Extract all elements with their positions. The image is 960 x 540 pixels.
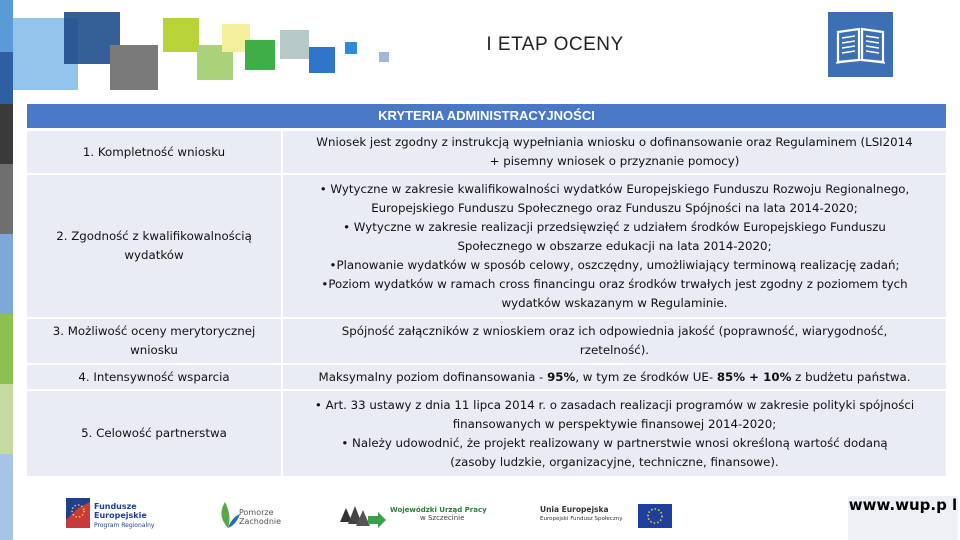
- description-line: + pisemny wniosek o przyznanie pomocy): [489, 154, 740, 168]
- logo-text: Zachodnie: [239, 517, 282, 526]
- fundusze-europejskie-logo: [66, 494, 166, 534]
- logo-text: w Szczecinie: [420, 514, 465, 522]
- slide-title: I ETAP OCENY: [486, 34, 624, 55]
- criterion-cell: [27, 175, 281, 317]
- open-book-icon: [828, 12, 893, 77]
- website-box: [848, 496, 958, 540]
- logo-text: Pomorze: [239, 508, 274, 517]
- website-link[interactable]: [848, 496, 958, 540]
- decor-square: [245, 40, 275, 70]
- criterion-cell: [27, 319, 281, 363]
- description-cell: [283, 391, 946, 476]
- description-line: • Wytyczne w zakresie realizacji przedsięwzięć z udziałem środków Europejskiego Funduszu: [343, 219, 886, 234]
- description-text: , w tym ze środków UE-: [575, 369, 717, 384]
- criterion-label: 4. Intensywność wsparcia: [78, 369, 230, 384]
- decor-strip-3: [0, 104, 13, 164]
- description-line: finansowanych w perspektywie finansowej 2014-2020;: [452, 416, 777, 431]
- description-cell: [283, 365, 946, 389]
- pomorze-zachodnie-logo: [215, 500, 285, 532]
- decor-square: [163, 18, 199, 52]
- criterion-label: 3. Możliwość oceny merytorycznej wniosku: [52, 324, 256, 357]
- description-cell: [283, 319, 946, 363]
- description-line: rzetelność).: [579, 343, 650, 357]
- description-line: Społecznego w obszarze edukacji na lata 2014-2020;: [457, 238, 772, 253]
- website-text: www.wup.p l: [848, 496, 958, 514]
- decor-square: [379, 52, 389, 62]
- decor-square: [280, 30, 309, 59]
- description-line: • Art. 33 ustawy z dnia 11 lipca 2014 r. o zasadach realizacji programów w zakresie polityki spójności: [314, 397, 915, 412]
- description-line: Spójność załączników z wnioskiem oraz ich odpowiednia jakość (poprawność, wiarygodność,: [341, 324, 888, 338]
- logo-text: Wojewódzki Urząd Pracy: [390, 506, 487, 514]
- decor-strip-8: [0, 454, 13, 540]
- decor-strip-1: [0, 0, 13, 52]
- eu-funding-rate: 85% + 10%: [716, 369, 792, 384]
- description-line: Wniosek jest zgodny z instrukcją wypełniania wniosku o dofinansowanie oraz Regulaminem (LSI2014: [316, 135, 913, 149]
- criterion-cell: [27, 365, 281, 389]
- funding-rate: 95%: [547, 369, 576, 384]
- decor-square: [110, 45, 158, 90]
- logo-text: Europejski Fundusz Społeczny: [540, 516, 623, 522]
- criterion-cell: [27, 131, 281, 173]
- description-line: wydatków wskazanym w Regulaminie.: [501, 295, 728, 310]
- description-line: •Poziom wydatków w ramach cross financingu oraz środków trwałych jest zgodny z poziomem tych: [321, 276, 908, 291]
- eu-flag-icon: [638, 504, 672, 528]
- criterion-label: 2. Zgodność z kwalifikowalnością wydatków: [56, 229, 252, 262]
- wup-szczecin-logo: [338, 500, 488, 532]
- description-line: • Należy udowodnić, że projekt realizowany w partnerstwie wnosi określoną wartość dodaną: [341, 435, 888, 450]
- logo-text: Fundusze: [94, 502, 137, 511]
- decor-strip-5: [0, 234, 13, 314]
- decor-strip-6: [0, 314, 13, 384]
- logo-text: Program Regionalny: [94, 522, 155, 529]
- description-text: Maksymalny poziom dofinansowania -: [318, 369, 548, 384]
- criterion-label: 1. Kompletność wniosku: [82, 144, 226, 159]
- description-cell: [283, 175, 946, 317]
- description-line: • Wytyczne w zakresie kwalifikowalności wydatków Europejskiego Funduszu Rozwoju Regionalnego,: [319, 181, 910, 196]
- logo-text: Europejskie: [94, 511, 147, 520]
- description-line: [319, 368, 911, 387]
- decor-strip-2: [0, 52, 13, 104]
- decor-strip-7: [0, 384, 13, 454]
- description-cell: [283, 131, 946, 173]
- description-line: •Planowanie wydatków w sposób celowy, oszczędny, umożliwiający terminową realizację zadań;: [329, 257, 900, 272]
- table-header: KRYTERIA ADMINISTRACYJNOŚCI: [27, 104, 946, 128]
- criterion-cell: [27, 391, 281, 476]
- decor-strip-4: [0, 164, 13, 234]
- logo-text: Unia Europejska: [540, 505, 609, 514]
- description-line: (zasoby ludzkie, organizacyjne, techniczne, finansowe).: [450, 454, 779, 469]
- criterion-label: 5. Celowość partnerstwa: [81, 426, 227, 440]
- description-text: z budżetu państwa.: [791, 369, 911, 384]
- description-line: Europejskiego Funduszu Społecznego oraz Funduszu Spójności na lata 2014-2020;: [371, 200, 858, 215]
- unia-europejska-logo: [540, 500, 675, 532]
- decor-square: [309, 47, 335, 73]
- decor-square: [345, 42, 357, 54]
